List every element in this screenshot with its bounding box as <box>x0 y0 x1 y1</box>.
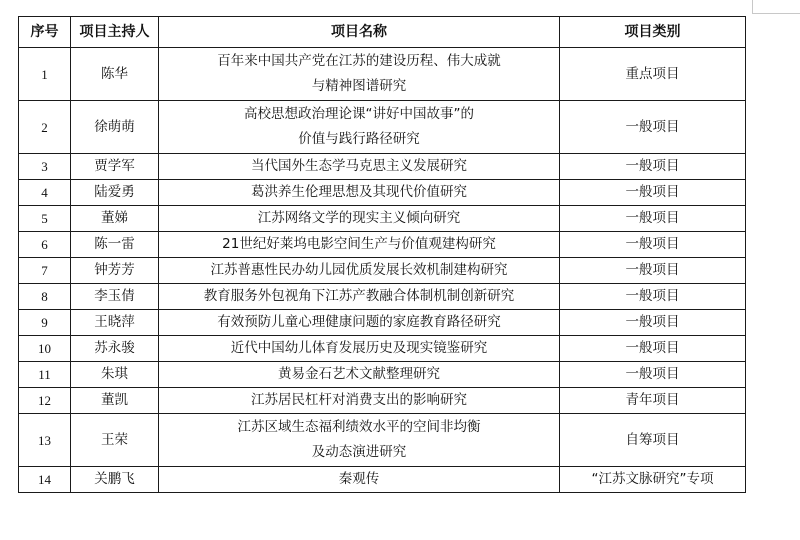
row-number: 8 <box>19 284 71 310</box>
table-row <box>19 101 746 154</box>
row-category: 一般项目 <box>560 232 746 258</box>
row-number: 12 <box>19 388 71 414</box>
row-number: 13 <box>19 414 71 467</box>
project-table <box>18 16 746 493</box>
row-project-name: 黄易金石艺术文献整理研究 <box>159 362 560 388</box>
row-number: 9 <box>19 310 71 336</box>
row-project-name: 有效预防儿童心理健康问题的家庭教育路径研究 <box>159 310 560 336</box>
row-project-name: 教育服务外包视角下江苏产教融合体制机制创新研究 <box>159 284 560 310</box>
row-number: 5 <box>19 206 71 232</box>
table-row <box>19 414 746 467</box>
row-project-name: 21世纪好莱坞电影空间生产与价值观建构研究 <box>159 232 560 258</box>
row-host: 关鹏飞 <box>71 467 159 493</box>
row-host: 钟芳芳 <box>71 258 159 284</box>
table-header-row <box>19 17 746 48</box>
header-project-name: 项目名称 <box>159 17 560 48</box>
row-category: 一般项目 <box>560 180 746 206</box>
row-category: 自筹项目 <box>560 414 746 467</box>
row-project-name: 近代中国幼儿体育发展历史及现实镜鉴研究 <box>159 336 560 362</box>
row-host: 朱琪 <box>71 362 159 388</box>
row-number: 3 <box>19 154 71 180</box>
row-host: 董凯 <box>71 388 159 414</box>
row-category: 一般项目 <box>560 206 746 232</box>
table-row <box>19 206 746 232</box>
row-number: 4 <box>19 180 71 206</box>
table-row <box>19 258 746 284</box>
row-number: 2 <box>19 101 71 154</box>
table-row <box>19 467 746 493</box>
row-host: 王荣 <box>71 414 159 467</box>
row-category: 一般项目 <box>560 310 746 336</box>
row-project-name: 秦观传 <box>159 467 560 493</box>
row-project-name: 江苏普惠性民办幼儿园优质发展长效机制建构研究 <box>159 258 560 284</box>
row-category: 一般项目 <box>560 154 746 180</box>
table-row <box>19 180 746 206</box>
row-category: 一般项目 <box>560 258 746 284</box>
header-host: 项目主持人 <box>71 17 159 48</box>
row-host: 董娣 <box>71 206 159 232</box>
project-name-line: 百年来中国共产党在江苏的建设历程、伟大成就 <box>217 53 501 69</box>
row-host: 贾学军 <box>71 154 159 180</box>
row-host: 李玉倩 <box>71 284 159 310</box>
row-category: 重点项目 <box>560 48 746 101</box>
header-category: 项目类别 <box>560 17 746 48</box>
row-project-name <box>159 48 560 101</box>
row-host: 王晓萍 <box>71 310 159 336</box>
row-host: 陈一雷 <box>71 232 159 258</box>
table-row <box>19 48 746 101</box>
row-project-name <box>159 101 560 154</box>
row-category: “江苏文脉研究”专项 <box>560 467 746 493</box>
table-row <box>19 388 746 414</box>
row-project-name: 江苏网络文学的现实主义倾向研究 <box>159 206 560 232</box>
row-project-name <box>159 414 560 467</box>
row-host: 陈华 <box>71 48 159 101</box>
table-row <box>19 284 746 310</box>
project-name-line: 价值与践行路径研究 <box>298 131 420 147</box>
row-number: 14 <box>19 467 71 493</box>
row-number: 10 <box>19 336 71 362</box>
project-name-line: 及动态演进研究 <box>311 444 407 460</box>
project-name-line: 江苏区域生态福利绩效水平的空间非均衡 <box>237 419 481 435</box>
table-row <box>19 310 746 336</box>
row-host: 苏永骏 <box>71 336 159 362</box>
row-project-name: 当代国外生态学马克思主义发展研究 <box>159 154 560 180</box>
row-number: 7 <box>19 258 71 284</box>
row-category: 青年项目 <box>560 388 746 414</box>
row-number: 6 <box>19 232 71 258</box>
table-row <box>19 154 746 180</box>
row-number: 11 <box>19 362 71 388</box>
header-number: 序号 <box>19 17 71 48</box>
row-category: 一般项目 <box>560 362 746 388</box>
project-name-line: 高校思想政治理论课“讲好中国故事”的 <box>244 106 474 122</box>
row-category: 一般项目 <box>560 284 746 310</box>
row-project-name: 葛洪养生伦理思想及其现代价值研究 <box>159 180 560 206</box>
table-row <box>19 232 746 258</box>
row-category: 一般项目 <box>560 336 746 362</box>
row-host: 徐萌萌 <box>71 101 159 154</box>
row-project-name: 江苏居民杠杆对消费支出的影响研究 <box>159 388 560 414</box>
row-category: 一般项目 <box>560 101 746 154</box>
row-host: 陆爱勇 <box>71 180 159 206</box>
project-name-line: 与精神图谱研究 <box>311 78 407 94</box>
table-body <box>19 48 746 493</box>
table-row <box>19 362 746 388</box>
page-corner-mark <box>752 0 800 14</box>
table-row <box>19 336 746 362</box>
row-number: 1 <box>19 48 71 101</box>
